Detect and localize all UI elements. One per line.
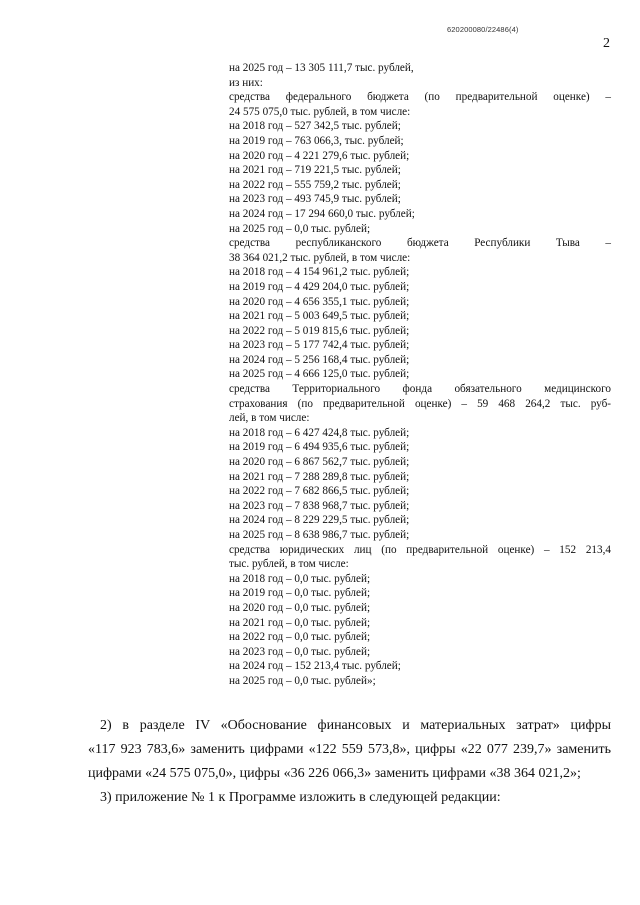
text-line: на 2019 год – 0,0 тыс. рублей; (229, 587, 371, 600)
text-line: на 2024 год – 152 213,4 тыс. рублей; (229, 660, 401, 673)
text-line: из них: (229, 76, 263, 89)
text-line: 38 364 021,2 тыс. рублей, в том числе: (229, 251, 411, 264)
text-line: на 2025 год – 13 305 111,7 тыс. рублей, (229, 62, 414, 74)
text-line: на 2024 год – 8 229 229,5 тыс. рублей; (229, 514, 410, 527)
text-line: на 2018 год – 0,0 тыс. рублей; (229, 572, 371, 585)
text-line: на 2018 год – 4 154 961,2 тыс. рублей; (229, 266, 410, 279)
text-line: на 2023 год – 493 745,9 тыс. рублей; (229, 193, 401, 206)
text-line: на 2023 год – 5 177 742,4 тыс. рублей; (229, 339, 410, 352)
text-line: на 2025 год – 4 666 125,0 тыс. рублей; (229, 368, 410, 381)
text-line: на 2021 год – 0,0 тыс. рублей; (229, 616, 371, 629)
text-line: тыс. рублей, в том числе: (229, 558, 349, 571)
text-line: 2) в разделе IV «Обоснование финансовых и материальных затрат» цифры (100, 718, 611, 733)
text-line: на 2023 год – 7 838 968,7 тыс. рублей; (229, 499, 410, 512)
text-line: средства Территориального фонда обязательного медицинского (229, 383, 611, 396)
text-line: на 2020 год – 6 867 562,7 тыс. рублей; (229, 456, 410, 469)
text-line: 24 575 075,0 тыс. рублей, в том числе: (229, 105, 411, 118)
text-line: средства юридических лиц (по предварительной оценке) – 152 213,4 (229, 543, 611, 556)
text-line: цифрами «24 575 075,0», цифры «36 226 066,3» заменить цифрами «38 364 021,2»; (88, 766, 581, 781)
text-line: на 2021 год – 7 288 289,8 тыс. рублей; (229, 470, 410, 483)
text-line: лей, в том числе: (229, 412, 310, 425)
text-line: на 2022 год – 5 019 815,6 тыс. рублей; (229, 324, 410, 337)
text-line: на 2025 год – 0,0 тыс. рублей»; (229, 674, 376, 687)
text-line: «117 923 783,6» заменить цифрами «122 559 573,8», цифры «22 077 239,7» заменить (88, 742, 611, 757)
text-line: на 2021 год – 5 003 649,5 тыс. рублей; (229, 310, 410, 323)
text-line: на 2024 год – 5 256 168,4 тыс. рублей; (229, 353, 410, 366)
text-line: на 2022 год – 555 759,2 тыс. рублей; (229, 178, 401, 191)
text-line: на 2020 год – 4 221 279,6 тыс. рублей; (229, 149, 410, 162)
text-line: на 2022 год – 7 682 866,5 тыс. рублей; (229, 485, 410, 498)
text-line: на 2019 год – 4 429 204,0 тыс. рублей; (229, 280, 410, 293)
document-id: 620200080/22486(4) (447, 25, 519, 34)
amendment-paragraph-2 (88, 714, 611, 786)
text-line: на 2021 год – 719 221,5 тыс. рублей; (229, 164, 401, 177)
text-line: на 2020 год – 0,0 тыс. рублей; (229, 601, 371, 614)
text-line: на 2023 год – 0,0 тыс. рублей; (229, 645, 371, 658)
page-number: 2 (603, 36, 610, 51)
text-line: страхования (по предварительной оценке) – 59 468 264,2 тыс. руб- (229, 397, 611, 410)
text-line: на 2019 год – 763 066,3, тыс. рублей; (229, 134, 404, 147)
text-line: на 2018 год – 527 342,5 тыс. рублей; (229, 120, 401, 133)
text-line: средства федерального бюджета (по предварительной оценке) – (229, 91, 611, 104)
text-line: на 2025 год – 0,0 тыс. рублей; (229, 222, 371, 235)
text-line: на 2024 год – 17 294 660,0 тыс. рублей; (229, 207, 415, 220)
funding-column (229, 61, 611, 689)
text-line: на 2019 год – 6 494 935,6 тыс. рублей; (229, 441, 410, 454)
amendment-paragraph-3: 3) приложение № 1 к Программе изложить в следующей редакции: (100, 790, 501, 805)
text-line: на 2025 год – 8 638 986,7 тыс. рублей; (229, 529, 410, 541)
text-line: на 2022 год – 0,0 тыс. рублей; (229, 631, 371, 644)
text-line: на 2020 год – 4 656 355,1 тыс. рублей; (229, 295, 410, 308)
text-line: средства республиканского бюджета Республики Тыва – (229, 237, 611, 250)
text-line: на 2018 год – 6 427 424,8 тыс. рублей; (229, 426, 410, 439)
